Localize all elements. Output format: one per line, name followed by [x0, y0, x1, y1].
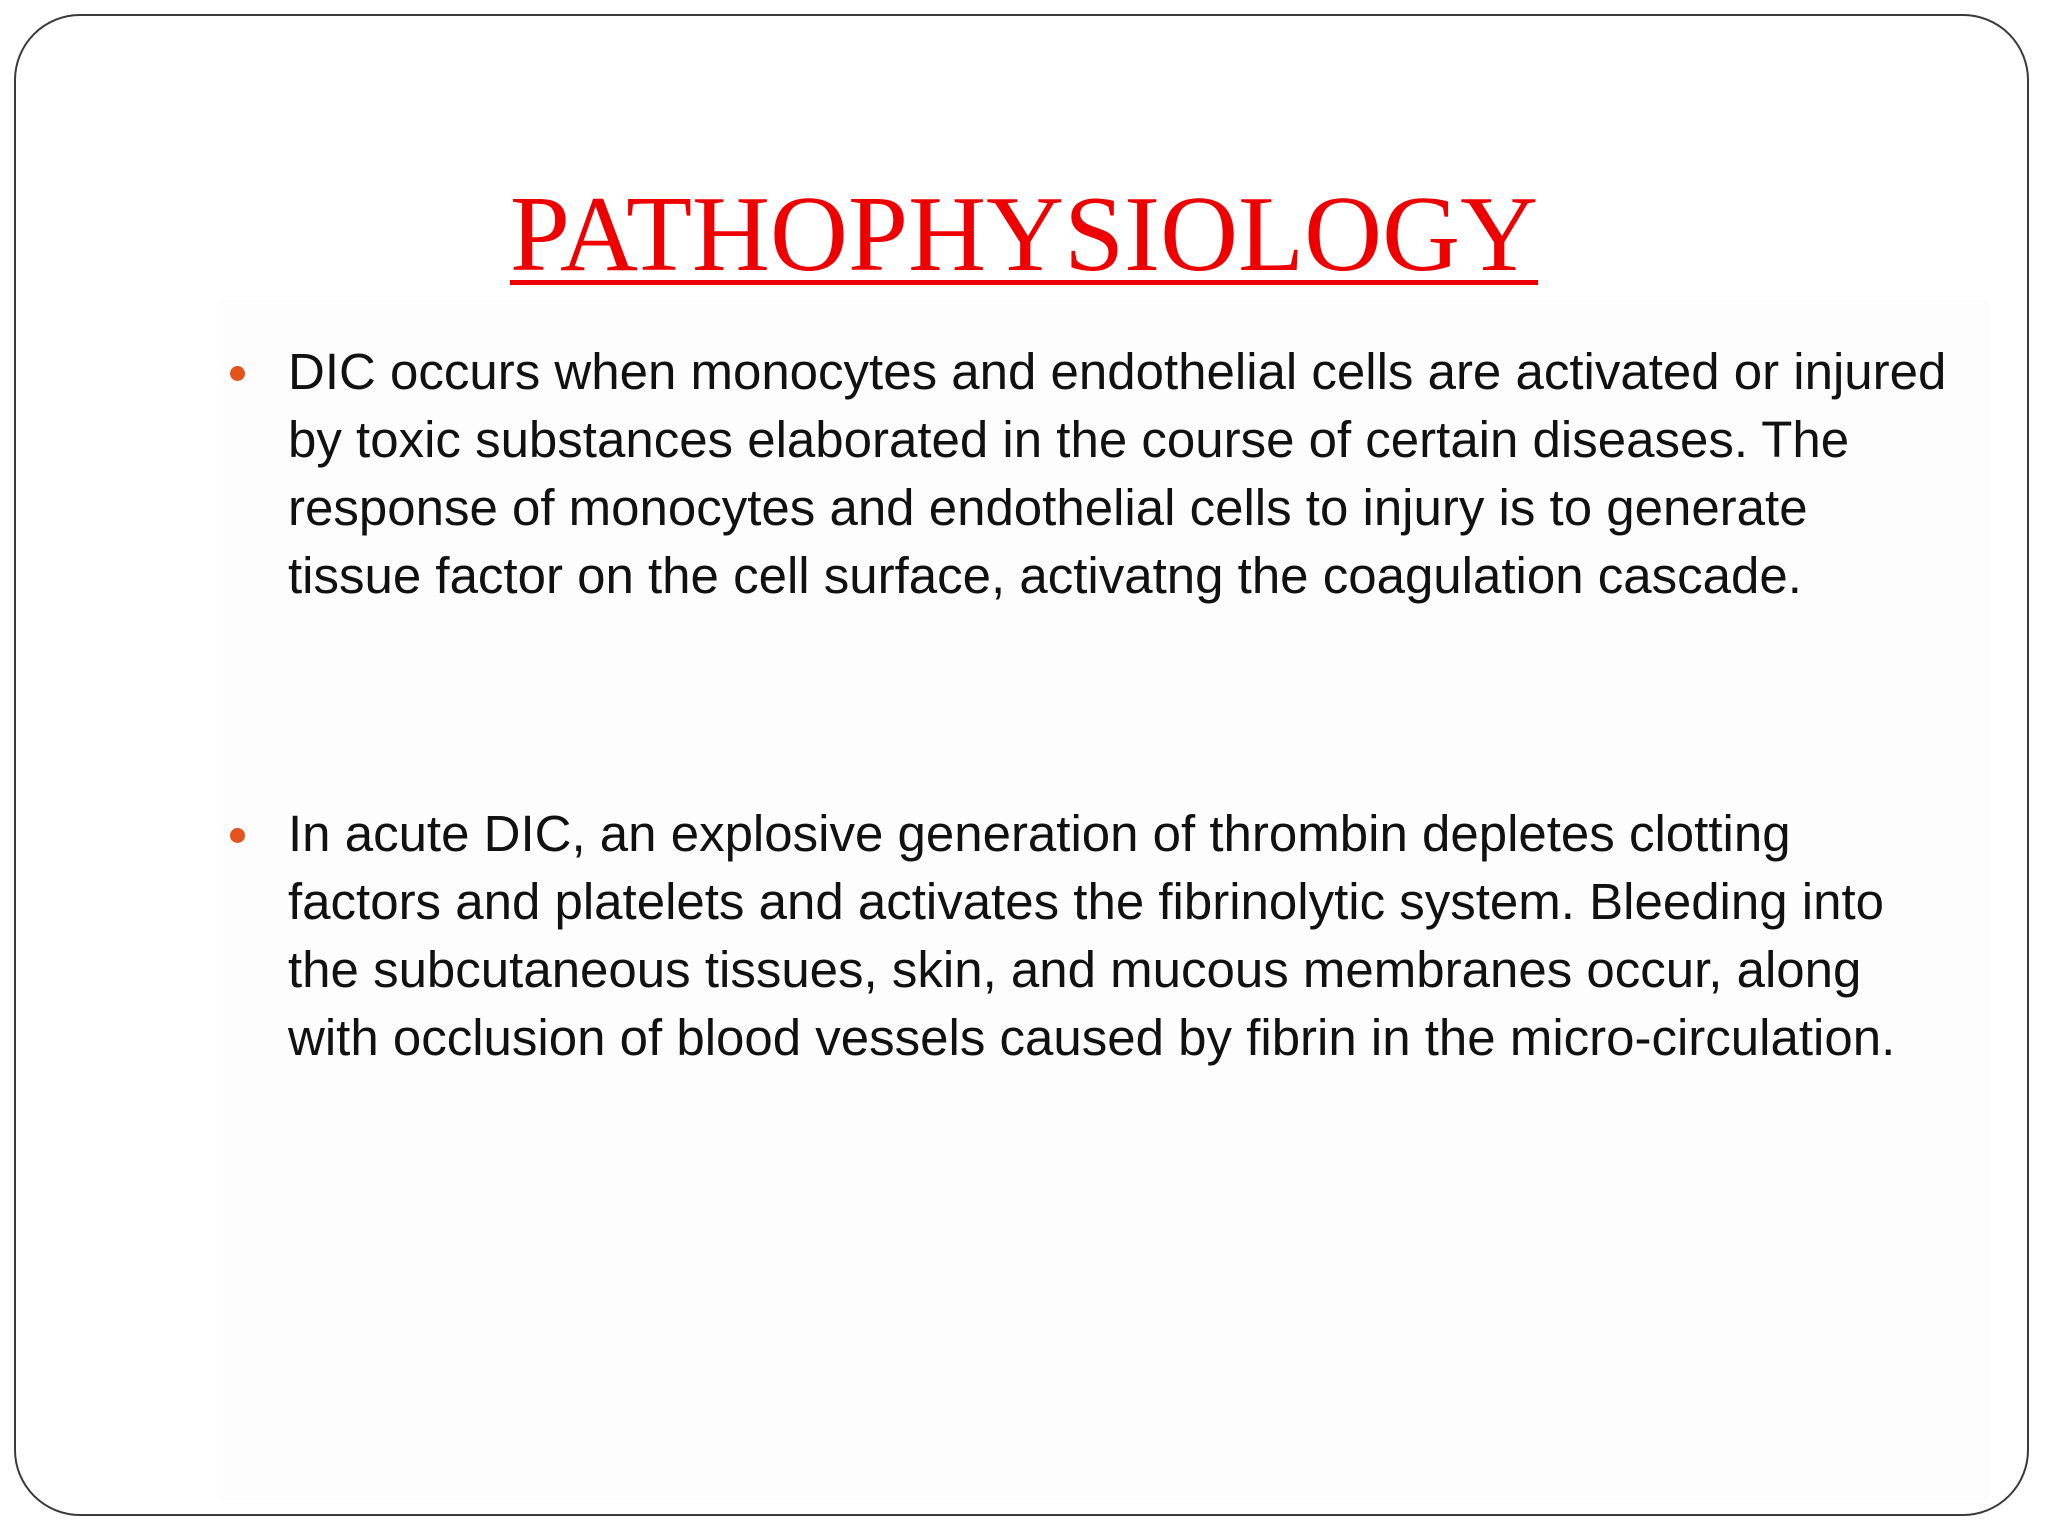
bullet-item-2	[230, 800, 1950, 1072]
slide-title: PATHOPHYSIOLOGY	[509, 175, 1539, 294]
bullet-text-2: In acute DIC, an explosive generation of thrombin depletes clotting factors and platelets and activates the fibrinolytic system. Bleeding into the subcutaneous tissues, skin, and mucous membranes occur, along with occlusion of blood vessels caused by fibrin in the micro-circulation.	[288, 805, 1896, 1066]
bullet-text-1: DIC occurs when monocytes and endothelial cells are activated or injured by toxic substances elaborated in the course of certain diseases. The response of monocytes and endothelial cells to injury is to generate tissue factor on the cell surface, activatng the coagulation cascade.	[288, 343, 1947, 604]
bullet-list	[230, 338, 1950, 1072]
bullet-item-1	[230, 338, 1950, 610]
bullet-dot-icon	[230, 828, 245, 843]
bullet-dot-icon	[230, 366, 245, 381]
